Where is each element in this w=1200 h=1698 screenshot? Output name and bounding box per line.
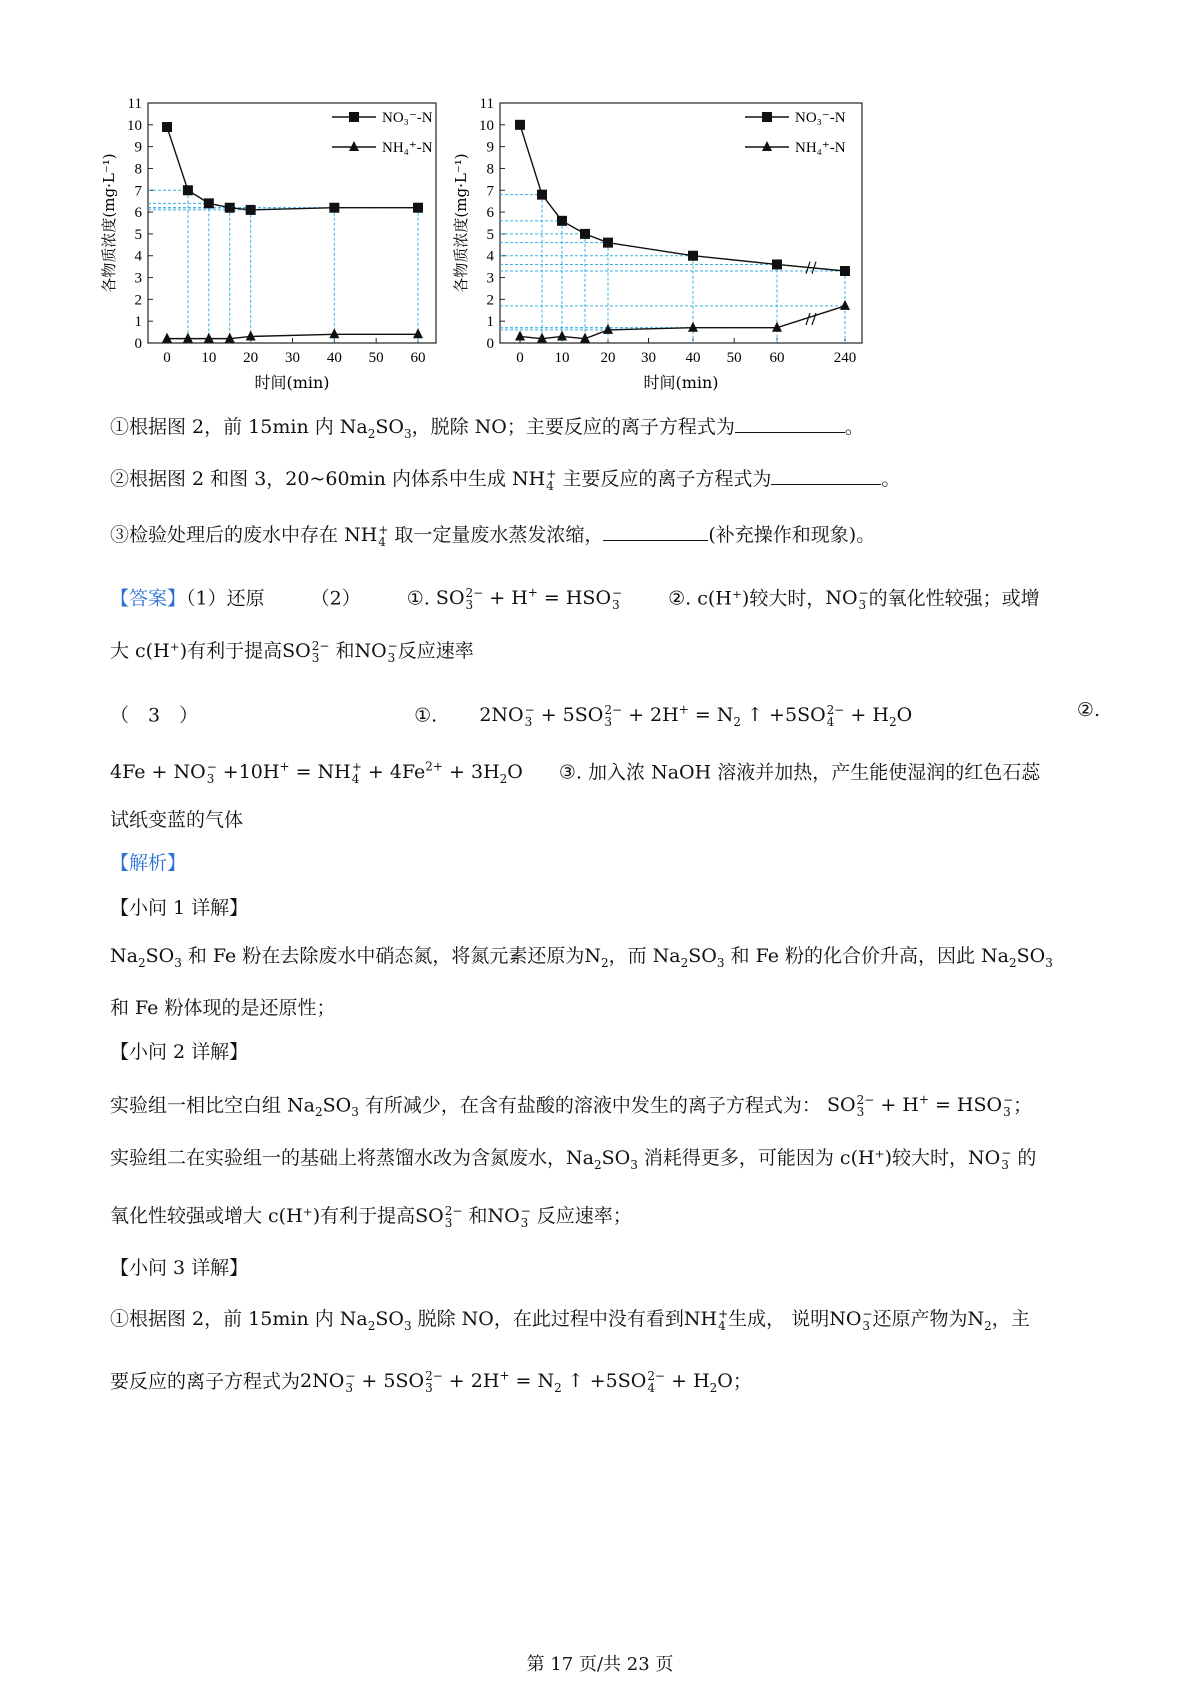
x-tick-label: 40	[685, 350, 701, 366]
data-point-triangle	[162, 333, 172, 343]
question-line-2: ②根据图 2 和图 3，20~60min 内体系中生成 NH + 4 主要反应的离子方程式为 。	[110, 467, 901, 493]
data-point-triangle	[688, 322, 698, 332]
y-tick-label: 8	[486, 161, 494, 178]
y-tick-label: 4	[134, 248, 142, 265]
data-point-triangle	[413, 328, 423, 338]
axis-break-mark	[812, 313, 816, 325]
y-tick-label: 5	[134, 226, 142, 243]
y-tick-label: 10	[479, 117, 494, 134]
y-tick-label: 0	[134, 336, 142, 352]
x-axis-label: 时间(min)	[643, 373, 719, 392]
analysis-1-line-2: 和 Fe 粉体现的是还原性；	[110, 997, 336, 1019]
legend-label: NH₄⁺-N	[795, 140, 846, 156]
answer-line-2: 大 c(H⁺)有利于提高SO 2− 3 和NO − 3 反应速率	[110, 639, 474, 665]
y-tick-label: 0	[486, 336, 494, 352]
data-point-square	[537, 190, 547, 200]
data-point-triangle	[840, 300, 850, 310]
analysis-2-line-2: 实验组二在实验组一的基础上将蒸馏水改为含氮废水，$Na_2SO_3$ 消耗得更多，可能因为 c(H⁺)较大时，NO − 3 的	[110, 1146, 1037, 1172]
series-line	[167, 334, 418, 338]
y-tick-label: 7	[134, 183, 142, 200]
x-axis-label: 时间(min)	[254, 373, 330, 392]
x-tick-label: 30	[285, 350, 300, 366]
analysis-3-line-2: 要反应的离子方程式为2NO − 3 + 5SO 2− 3 + $2H^+ = N_2$ ↑ +5SO 2− 4 + $H_2O$；	[110, 1369, 752, 1396]
data-point-square	[183, 185, 193, 195]
plot-frame	[148, 103, 436, 343]
answer-line-4: 4Fe + NO − 3 +10H+ = NH + 4 + $4Fe^{2+} + 3H_2O$ ③. 加入浓 NaOH 溶液并加热，产生能使湿润的红色石蕊	[110, 760, 1041, 787]
analysis-1-line-1: $Na_2SO_3$ 和 Fe 粉在去除废水中硝态氮，将氮元素还原为$N_2$，而 $Na_2SO_3$ 和 Fe 粉的化合价升高，因此 $Na_2SO_3$	[110, 945, 1053, 970]
data-point-triangle	[329, 328, 339, 338]
y-tick-label: 6	[134, 205, 142, 222]
sub-question-2-heading: 【小问 2 详解】	[110, 1041, 249, 1063]
answer-line-3: （ 3 ） ①. 2NO − 3 + 5SO 2− 3 + $2H^+ = N_2$ ↑ +5SO 2− 4 + $H_2O$ ②.	[110, 699, 1100, 730]
data-point-triangle	[515, 330, 525, 340]
data-point-square	[557, 216, 567, 226]
x-tick-label: 60	[769, 350, 785, 366]
data-point-square	[246, 205, 256, 215]
y-axis-label: 各物质浓度(mg·L⁻¹)	[452, 153, 470, 293]
data-point-triangle	[603, 324, 613, 334]
x-tick-label: 60	[410, 350, 426, 366]
y-tick-label: 1	[134, 314, 142, 331]
x-tick-label: 20	[600, 350, 616, 366]
question-line-3: ③检验处理后的废水中存在 NH + 4 取一定量废水蒸发浓缩， (补充操作和现象)。	[110, 523, 876, 549]
x-tick-label: 50	[726, 350, 742, 366]
analysis-tag: 【解析】	[110, 852, 187, 874]
y-tick-label: 10	[127, 117, 142, 134]
axis-break-mark	[806, 313, 810, 325]
data-point-square	[688, 251, 698, 261]
x-tick-label: 50	[368, 350, 384, 366]
x-tick-label: 20	[243, 350, 259, 366]
data-point-square	[225, 203, 235, 213]
data-point-square	[580, 229, 590, 239]
analysis-2-line-1: 实验组一相比空白组 $Na_2SO_3$ 有所减少，在含有盐酸的溶液中发生的离子方程式为： SO 2− 3 + H+ = HSO − 3 ；	[110, 1093, 1033, 1120]
x-tick-label: 40	[326, 350, 342, 366]
answer-tag: 【答案】	[110, 587, 187, 610]
sub-question-1-heading: 【小问 1 详解】	[110, 897, 249, 919]
y-tick-label: 3	[134, 270, 142, 287]
y-tick-label: 6	[486, 205, 494, 222]
legend-triangle-marker	[762, 141, 772, 151]
data-point-square	[603, 238, 613, 248]
data-point-square	[515, 120, 525, 130]
data-point-triangle	[557, 330, 567, 340]
x-tick-label: 0	[516, 350, 524, 366]
legend-label: NO₃⁻-N	[795, 110, 846, 126]
y-tick-label: 1	[486, 314, 494, 331]
y-tick-label: 7	[486, 183, 494, 200]
legend-square-marker	[762, 112, 772, 122]
x-tick-label: 0	[163, 350, 171, 366]
y-tick-label: 8	[134, 161, 142, 178]
legend-triangle-marker	[349, 141, 359, 151]
data-point-triangle	[204, 333, 214, 343]
data-point-square	[772, 259, 782, 269]
question-line-1: ①根据图 2，前 15min 内 $Na_2SO_3$，脱除 NO；主要反应的离子方程式为 。	[110, 416, 864, 441]
chart-figure-2	[100, 95, 450, 395]
y-tick-label: 2	[134, 292, 142, 309]
data-point-triangle	[183, 333, 193, 343]
legend-label: NO₃⁻-N	[382, 110, 433, 126]
x-tick-label: 240	[833, 350, 857, 366]
plot-frame	[500, 103, 862, 343]
page-footer: 第 17 页/共 23 页	[526, 1654, 674, 1675]
sub-question-3-heading: 【小问 3 详解】	[110, 1257, 249, 1279]
series-line	[520, 306, 845, 339]
y-tick-label: 5	[486, 226, 494, 243]
data-point-square	[162, 122, 172, 132]
analysis-3-line-1: ①根据图 2，前 15min 内 $Na_2SO_3$ 脱除 NO，在此过程中没有看到NH + 4 生成， 说明NO − 3 还原产物为$N_2$，主	[110, 1307, 1030, 1333]
legend-square-marker	[349, 112, 359, 122]
x-tick-label: 10	[554, 350, 570, 366]
data-point-square	[204, 198, 214, 208]
answer-line-5: 试纸变蓝的气体	[110, 809, 244, 831]
legend-label: NH₄⁺-N	[382, 140, 433, 156]
x-tick-label: 30	[641, 350, 656, 366]
y-tick-label: 9	[486, 139, 494, 156]
y-tick-label: 4	[486, 248, 494, 265]
figures	[100, 95, 960, 435]
data-point-triangle	[246, 330, 256, 340]
x-tick-label: 10	[201, 350, 217, 366]
y-axis-label: 各物质浓度(mg·L⁻¹)	[100, 153, 118, 293]
y-tick-label: 3	[486, 270, 494, 287]
y-tick-label: 9	[134, 139, 142, 156]
analysis-2-line-3: 氧化性较强或增大 c(H⁺)有利于提高SO 2− 3 和NO − 3 反应速率；	[110, 1204, 632, 1230]
y-tick-label: 2	[486, 292, 494, 309]
data-point-square	[329, 203, 339, 213]
y-tick-label: 11	[479, 96, 494, 112]
data-point-square	[413, 203, 423, 213]
data-point-square	[840, 266, 850, 276]
answer-line-1: 【答案】（1）还原 （2） ①. SO 2− 3 + H+ = HSO − 3 ②. c(H⁺)较大时，NO − 3 的氧化性较强；或增	[110, 586, 1040, 613]
chart-figure-3	[452, 95, 875, 395]
y-tick-label: 11	[127, 96, 142, 112]
series-line	[167, 127, 418, 210]
